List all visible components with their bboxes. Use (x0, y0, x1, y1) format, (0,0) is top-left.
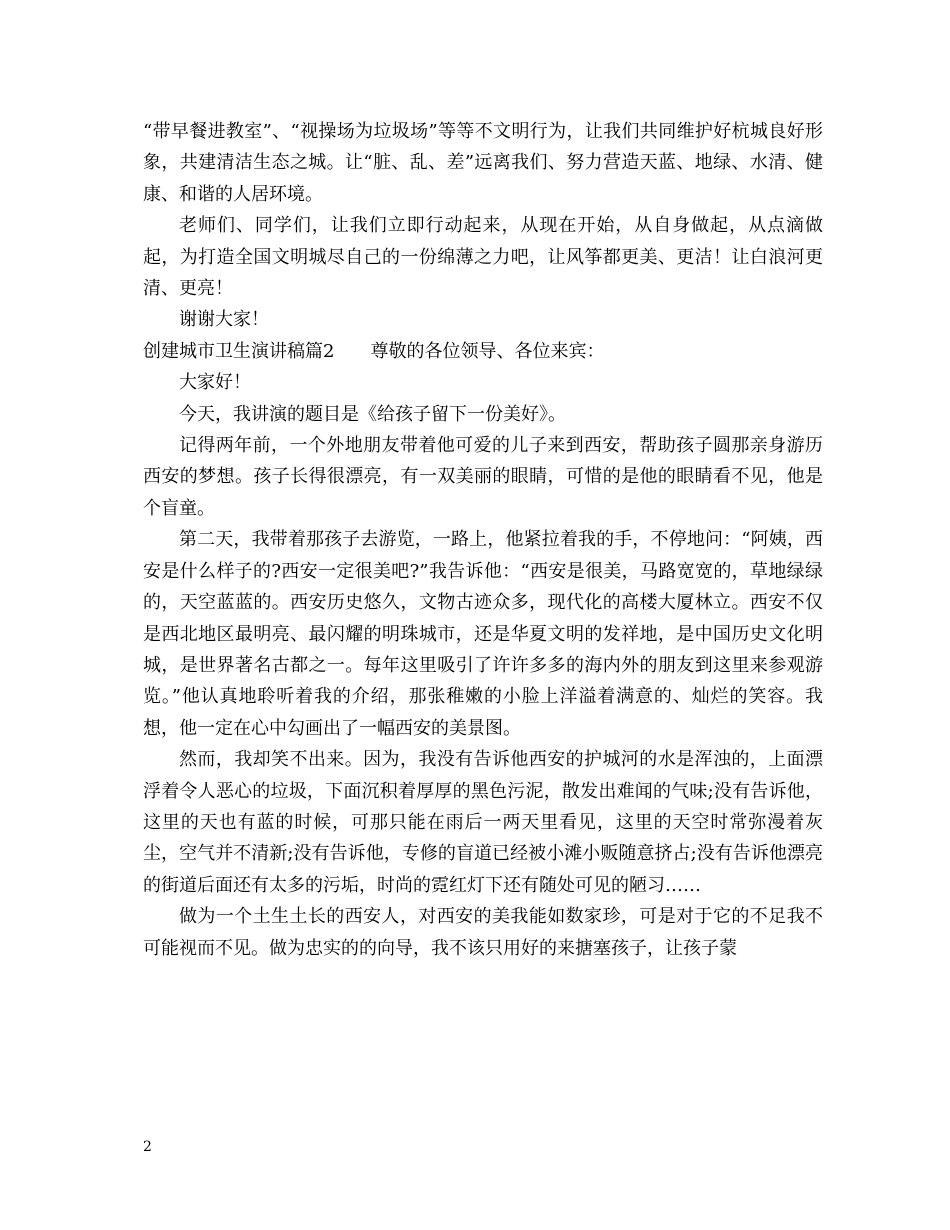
paragraph-civilized-behavior: “带早餐进教室”、“视操场为垃圾场”等等不文明行为，让我们共同维护好杭城良好形象，共建清洁生态之城。让“脏、乱、差”远离我们、努力营造天蓝、地绿、水清、健康、和谐的人居环境。 (143, 121, 823, 205)
paragraph-call-to-action: 老师们、同学们，让我们立即行动起来，从现在开始，从自身做起，从点滴做起，为打造全国文明城尽自己的一份绵薄之力吧，让风筝都更美、更洁！让白浪河更清、更亮！ (143, 215, 823, 300)
paragraph-second-day: 第二天，我带着那孩子去游览，一路上，他紧拉着我的手，不停地问：“阿姨，西安是什么样子的?西安一定很美吧?”我告诉他：“西安是很美，马路宽宽的，草地绿绿的，天空蓝蓝的。西安历史悠久，文物古迹众多，现代化的高楼大厦林立。西安不仅是西北地区最明亮、最闪耀的明珠城市，还是华夏文明的发祥地，是中国历史文化明城，是世界著名古都之一。每年这里吸引了许许多多的海内外的朋友到这里来参观游览。”他认真地聆听着我的介绍，那张稚嫩的小脸上洋溢着满意的、灿烂的笑容。我想，他一定在心中勾画出了一幅西安的美景图。 (143, 529, 823, 739)
page-number: 2 (143, 1139, 152, 1155)
section-salutation: 尊敬的各位领导、各位来宾： (370, 340, 605, 362)
paragraph-however: 然而，我却笑不出来。因为，我没有告诉他西安的护城河的水是浑浊的，上面漂浮着令人恶心的垃圾，下面沉积着厚厚的黑色污泥，散发出难闻的气味;没有告诉他，这里的天也有蓝的时候，可那只能在雨后一两天里看见，这里的天空时常弥漫着灰尘，空气并不清新;没有告诉他，专修的盲道已经被小滩小贩随意挤占;没有告诉他漂亮的街道后面还有太多的污垢，时尚的霓红灯下还有随处可见的陋习…… (143, 749, 823, 896)
section-heading (143, 336, 823, 367)
paragraph-native-xian: 做为一个土生土长的西安人，对西安的美我能如数家珍，可是对于它的不足我不可能视而不见。做为忠实的的向导，我不该只用好的来搪塞孩子，让孩子蒙 (143, 906, 823, 959)
paragraph-two-years-ago: 记得两年前，一个外地朋友带着他可爱的儿子来到西安，帮助孩子圆那亲身游历西安的梦想。孩子长得很漂亮，有一双美丽的眼睛，可惜的是他的眼睛看不见，他是个盲童。 (143, 435, 823, 519)
paragraph-greeting: 大家好！ (179, 372, 251, 394)
document-body (143, 116, 823, 964)
paragraph-topic: 今天，我讲演的题目是《给孩子留下一份美好》。 (179, 403, 566, 425)
paragraph-thanks: 谢谢大家！ (179, 309, 269, 331)
section-title: 创建城市卫生演讲稿篇2 (143, 340, 335, 362)
